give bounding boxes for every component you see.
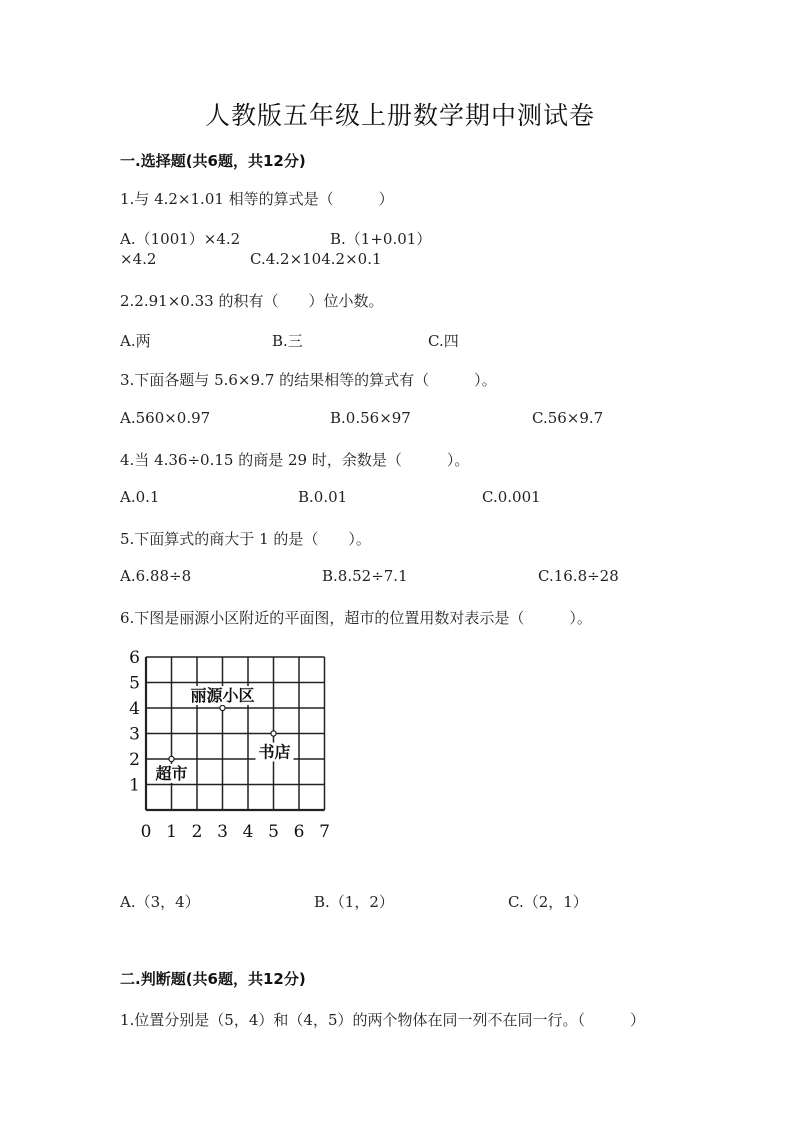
location-label: 超市 (155, 764, 188, 783)
y-axis-tick-label: 1 (129, 775, 140, 796)
question-2-option-b: B.三 (272, 332, 303, 350)
page-title: 人教版五年级上册数学期中测试卷 (204, 101, 595, 130)
section-heading-choice: 一.选择题(共6题，共12分) (120, 152, 306, 170)
location-label: 丽源小区 (190, 686, 255, 705)
question-3: 3.下面各题与 5.6×9.7 的结果相等的算式有（ ）。 (120, 371, 497, 389)
y-axis-tick-label: 3 (129, 724, 140, 745)
y-axis-tick-label: 6 (129, 648, 140, 668)
question-1-option-b-continued: ×4.2 (120, 250, 157, 268)
question-1-option-b: B.（1+0.01） (330, 230, 432, 248)
question-3-option-c: C.56×9.7 (532, 409, 604, 427)
question-5-option-b: B.8.52÷7.1 (322, 567, 408, 585)
location-point (271, 731, 276, 736)
question-6: 6.下图是丽源小区附近的平面图，超市的位置用数对表示是（ ）。 (120, 609, 592, 627)
question-4-option-a: A.0.1 (120, 488, 160, 506)
location-point (220, 705, 225, 710)
x-axis-tick-label: 7 (319, 822, 330, 842)
question-6-option-b: B.（1，2） (314, 893, 394, 911)
location-point (169, 756, 174, 761)
section-heading-judgement: 二.判断题(共6题，共12分) (120, 970, 306, 988)
x-axis-tick-label: 5 (268, 822, 279, 842)
question-5-option-c: C.16.8÷28 (538, 567, 619, 585)
x-axis-tick-label: 0 (140, 822, 152, 842)
question-3-option-a: A.560×0.97 (120, 409, 211, 427)
judgement-question-1: 1.位置分别是（5，4）和（4，5）的两个物体在同一列不在同一行。（ ） (120, 1011, 645, 1029)
question-1-option-c: C.4.2×104.2×0.1 (250, 250, 382, 268)
map-grid-figure (128, 648, 338, 850)
question-4-option-b: B.0.01 (298, 488, 348, 506)
question-1: 1.与 4.2×1.01 相等的算式是（ ） (120, 190, 394, 208)
x-axis-tick-label: 3 (217, 822, 228, 842)
x-axis-tick-label: 1 (166, 822, 177, 842)
x-axis-tick-label: 6 (293, 822, 305, 842)
y-axis-tick-label: 5 (129, 673, 140, 694)
x-axis-tick-label: 2 (191, 822, 203, 842)
question-1-option-a: A.（1001）×4.2 (120, 230, 241, 248)
question-5: 5.下面算式的商大于 1 的是（ ）。 (120, 530, 371, 548)
question-4-option-c: C.0.001 (482, 488, 541, 506)
question-2-option-a: A.两 (120, 332, 151, 350)
question-6-option-a: A.（3，4） (120, 893, 200, 911)
question-4: 4.当 4.36÷0.15 的商是 29 时，余数是（ ）。 (120, 451, 470, 469)
y-axis-tick-label: 2 (129, 750, 140, 770)
y-axis-tick-label: 4 (129, 699, 140, 719)
question-5-option-a: A.6.88÷8 (120, 567, 192, 585)
question-2: 2.2.91×0.33 的积有（ ）位小数。 (120, 292, 384, 310)
question-2-option-c: C.四 (428, 332, 459, 350)
location-label: 书店 (258, 742, 291, 762)
question-6-option-c: C.（2，1） (508, 893, 588, 911)
x-axis-tick-label: 4 (242, 822, 254, 842)
question-3-option-b: B.0.56×97 (330, 409, 411, 427)
